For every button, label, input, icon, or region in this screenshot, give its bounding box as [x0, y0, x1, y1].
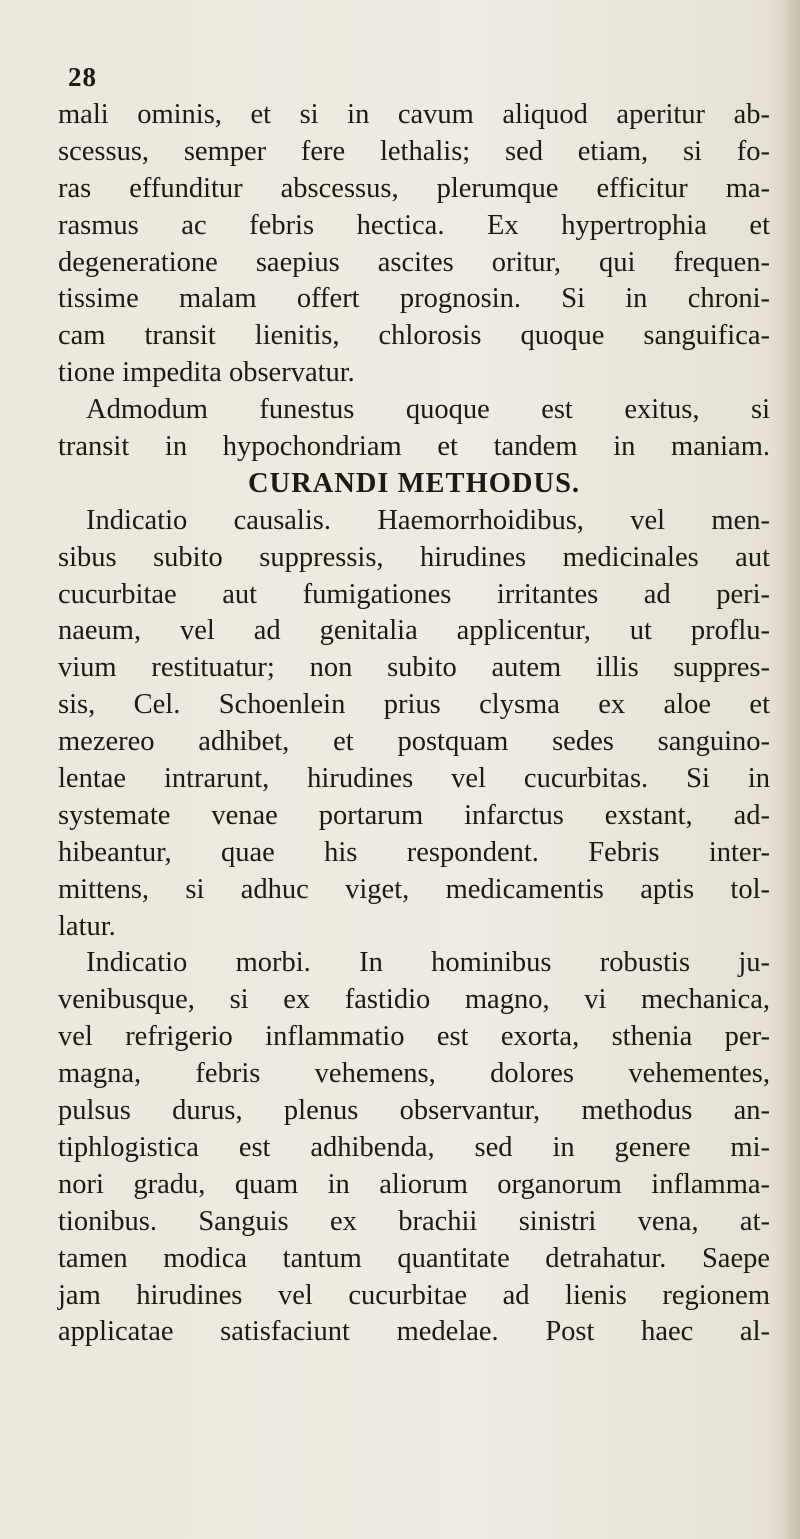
text-line: lentae intrarunt, hirudines vel cucurbitas. Si in: [58, 763, 770, 795]
text-line: vel refrigerio inflammatio est exorta, sthenia per-: [58, 1021, 770, 1053]
text-line: Admodum funestus quoque est exitus, si: [86, 394, 770, 426]
text-line: applicatae satisfaciunt medelae. Post haec al-: [58, 1316, 770, 1348]
body-text: [58, 97, 770, 1351]
text-line: pulsus durus, plenus observantur, methodus an-: [58, 1095, 770, 1127]
text-line: tionibus. Sanguis ex brachii sinistri vena, at-: [58, 1205, 770, 1237]
page-number: 28: [68, 62, 97, 92]
text-line: Indicatio causalis. Haemorrhoidibus, vel men-: [86, 504, 770, 536]
text-line: mezereo adhibet, et postquam sedes sanguino-: [58, 726, 770, 758]
section-heading: CURANDI METHODUS.: [247, 467, 581, 499]
text-line: tamen modica tantum quantitate detrahatur. Saepe: [58, 1242, 770, 1274]
text-line: Indicatio morbi. In hominibus robustis ju-: [86, 947, 770, 979]
text-line: sibus subito suppressis, hirudines medicinales aut: [58, 541, 770, 573]
text-line: rasmus ac febris hectica. Ex hypertrophia et: [58, 209, 770, 241]
text-line: hibeantur, quae his respondent. Febris inter-: [58, 836, 770, 868]
text-line: tissime malam offert prognosin. Si in chroni-: [58, 283, 770, 315]
text-line: degeneratione saepius ascites oritur, qui frequen-: [58, 246, 770, 278]
text-line: nori gradu, quam in aliorum organorum inflamma-: [58, 1168, 770, 1200]
page-edge-shadow: [782, 0, 800, 1539]
text-line: magna, febris vehemens, dolores vehementes,: [58, 1058, 770, 1090]
text-line: jam hirudines vel cucurbitae ad lienis regionem: [58, 1279, 770, 1311]
text-line: venibusque, si ex fastidio magno, vi mechanica,: [58, 984, 770, 1016]
text-line: sis, Cel. Schoenlein prius clysma ex aloe et: [58, 689, 770, 721]
text-line: tione impedita observatur.: [58, 357, 355, 389]
text-line: tiphlogistica est adhibenda, sed in genere mi-: [58, 1131, 770, 1163]
text-line: transit in hypochondriam et tandem in maniam.: [58, 431, 770, 463]
text-line: vium restituatur; non subito autem illis suppres-: [58, 652, 770, 684]
text-line: naeum, vel ad genitalia applicentur, ut proflu-: [58, 615, 770, 647]
text-line: cam transit lienitis, chlorosis quoque sanguifica-: [58, 320, 770, 352]
text-line: scessus, semper fere lethalis; sed etiam, si fo-: [58, 135, 770, 167]
text-line: mittens, si adhuc viget, medicamentis aptis tol-: [58, 873, 770, 905]
text-line: systemate venae portarum infarctus exstant, ad-: [58, 799, 770, 831]
text-line: cucurbitae aut fumigationes irritantes ad peri-: [58, 578, 770, 610]
text-line: ras effunditur abscessus, plerumque efficitur ma-: [58, 172, 770, 204]
text-line: mali ominis, et si in cavum aliquod aperitur ab-: [58, 99, 770, 130]
text-line: latur.: [58, 910, 116, 942]
